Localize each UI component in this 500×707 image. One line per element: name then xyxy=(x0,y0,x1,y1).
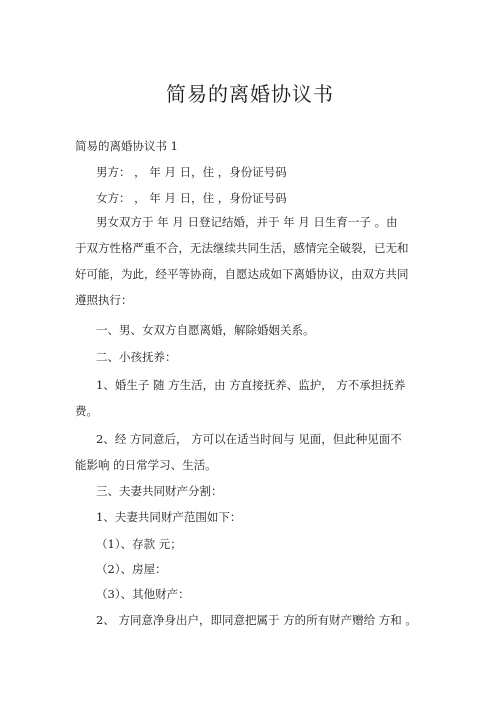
property-item-deposit: （1）、存款 元； xyxy=(96,537,182,551)
clause-two-heading: 二、小孩抚养： xyxy=(96,350,177,364)
property-item-other: （3）、其他财产： xyxy=(96,587,190,601)
clause-three-heading: 三、夫妻共同财产分割： xyxy=(96,484,223,498)
clause-three-item-2: 2、 方同意净身出户，即同意把属于 方的所有财产赠给 方和 。 xyxy=(96,613,417,627)
clause-two-item-2: 2、经 方同意后， 方可以在适当时间与 见面，但此种见面不 xyxy=(96,432,402,446)
subtitle-line: 简易的离婚协议书 1 xyxy=(75,139,178,153)
paragraph-line: 好可能，为此，经平等协商，自愿达成如下离婚协议，由双方共同 xyxy=(75,267,409,281)
clause-three-item-1: 1、夫妻共同财产范围如下： xyxy=(96,510,242,524)
paragraph-line: 于双方性格严重不合，无法继续共同生活，感情完全破裂，已无和 xyxy=(75,241,409,255)
document-title: 简易的离婚协议书 xyxy=(166,82,334,106)
man-info-line: 男方： ， 年 月 日，住 ，身份证号码 xyxy=(96,165,287,179)
paragraph-line: 男女双方于 年 月 日登记结婚，并于 年 月 日生育一子 。由 xyxy=(96,215,398,229)
clause-two-item-1: 1、婚生子 随 方生活，由 方直接抚养、监护， 方不承担抚养 xyxy=(96,378,406,392)
paragraph-line: 遵照执行： xyxy=(75,293,133,307)
clause-two-item-2-cont: 能影响 的日常学习、生活。 xyxy=(75,458,217,472)
clause-one: 一、男、女双方自愿离婚，解除婚姻关系。 xyxy=(96,323,315,337)
woman-info-line: 女方： ， 年 月 日，住 ，身份证号码 xyxy=(96,191,287,205)
clause-two-item-1-cont: 费。 xyxy=(75,404,98,418)
property-item-house: （2）、房屋： xyxy=(96,562,167,576)
